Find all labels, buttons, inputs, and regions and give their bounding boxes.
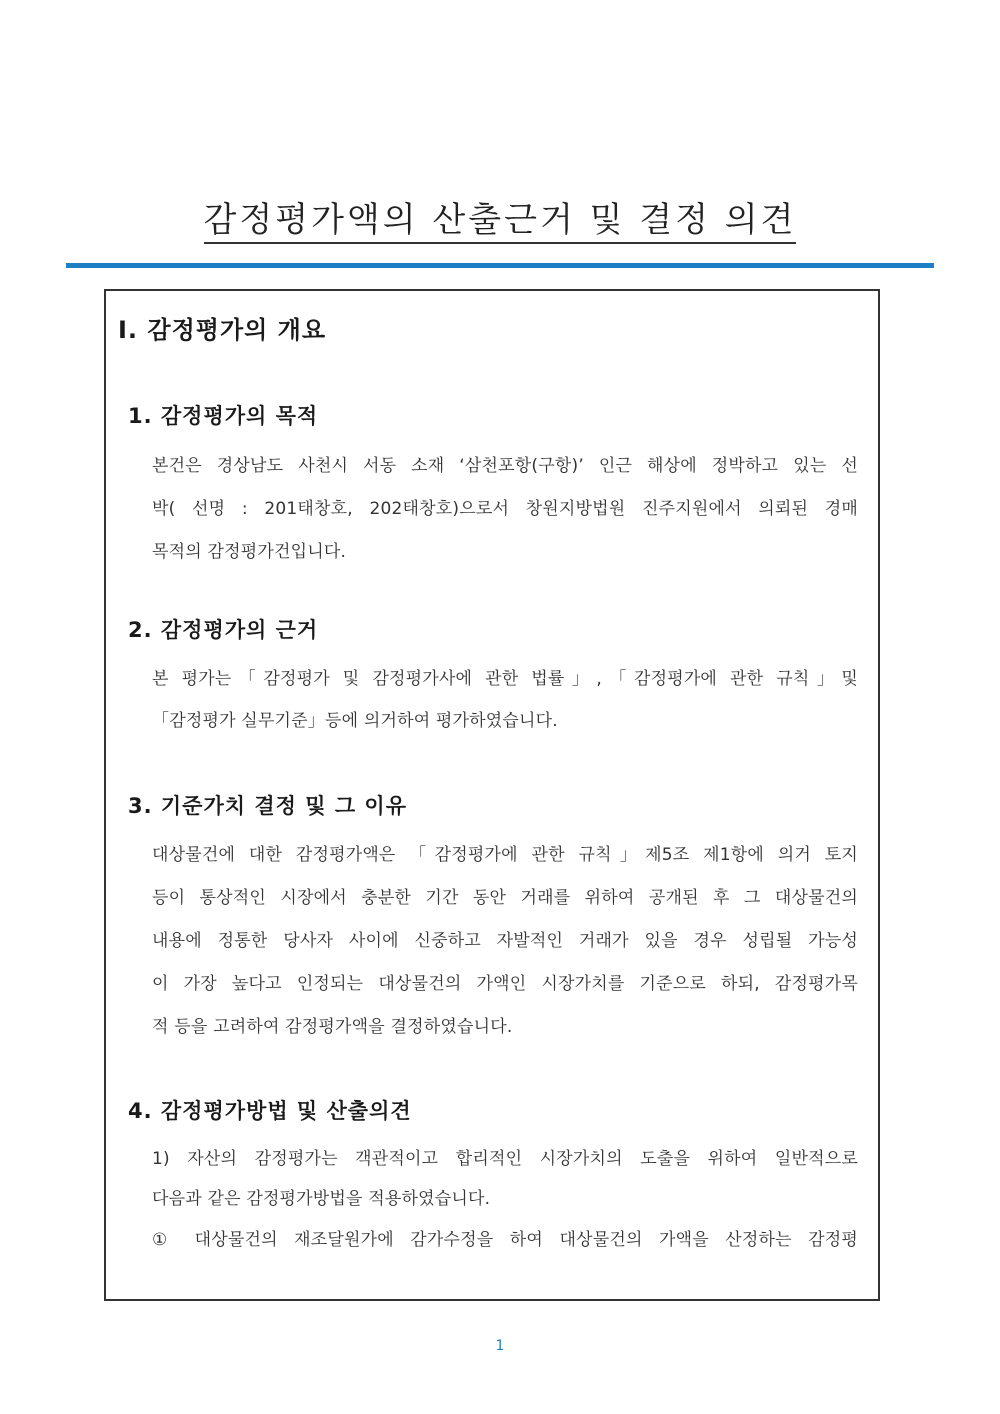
method-line-3: ① 대상물건의 재조달원가에 감가수정을 하여 대상물건의 가액을 산정하는 감정평 <box>152 1230 858 1250</box>
value-line-2: 등이 통상적인 시장에서 충분한 기간 동안 거래를 위하여 공개된 후 그 대상물건의 <box>152 888 858 908</box>
heading-basis: 2. 감정평가의 근거 <box>128 618 319 642</box>
basis-line-2: 「감정평가 실무기준」등에 의거하여 평가하였습니다. <box>152 711 558 731</box>
title-divider <box>66 263 934 268</box>
value-line-1: 대상물건에 대한 감정평가액은 「감정평가에 관한 규칙」제5조 제1항에 의거 토지 <box>152 845 858 865</box>
method-line-2: 다음과 같은 감정평가방법을 적용하였습니다. <box>152 1189 491 1209</box>
heading-method: 4. 감정평가방법 및 산출의견 <box>128 1099 412 1123</box>
page-number: 1 <box>495 1338 505 1354</box>
document-title: 감정평가액의 산출근거 및 결정 의견 <box>0 192 1000 241</box>
value-line-3: 내용에 정통한 당사자 사이에 신중하고 자발적인 거래가 있을 경우 성립될 가능성 <box>152 931 858 951</box>
value-line-5: 적 등을 고려하여 감정평가액을 결정하였습니다. <box>152 1017 513 1037</box>
purpose-line-3: 목적의 감정평가건입니다. <box>152 542 347 562</box>
method-line-1: 1) 자산의 감정평가는 객관적이고 합리적인 시장가치의 도출을 위하여 일반적으로 <box>152 1149 858 1169</box>
heading-value-standard: 3. 기준가치 결정 및 그 이유 <box>128 794 408 818</box>
purpose-line-1: 본건은 경상남도 사천시 서동 소재 ‘삼천포항(구항)’ 인근 해상에 정박하고 있는 선 <box>152 456 858 476</box>
value-line-4: 이 가장 높다고 인정되는 대상물건의 가액인 시장가치를 기준으로 하되, 감정평가목 <box>152 974 858 994</box>
section-heading-overview: Ⅰ. 감정평가의 개요 <box>118 316 327 344</box>
basis-line-1: 본 평가는「감정평가 및 감정평가사에 관한 법률」,「감정평가에 관한 규칙」및 <box>152 669 858 689</box>
heading-purpose: 1. 감정평가의 목적 <box>128 404 319 428</box>
purpose-line-2: 박( 선명 : 201태창호, 202태창호)으로서 창원지방법원 진주지원에서 의뢰된 경매 <box>152 499 858 519</box>
